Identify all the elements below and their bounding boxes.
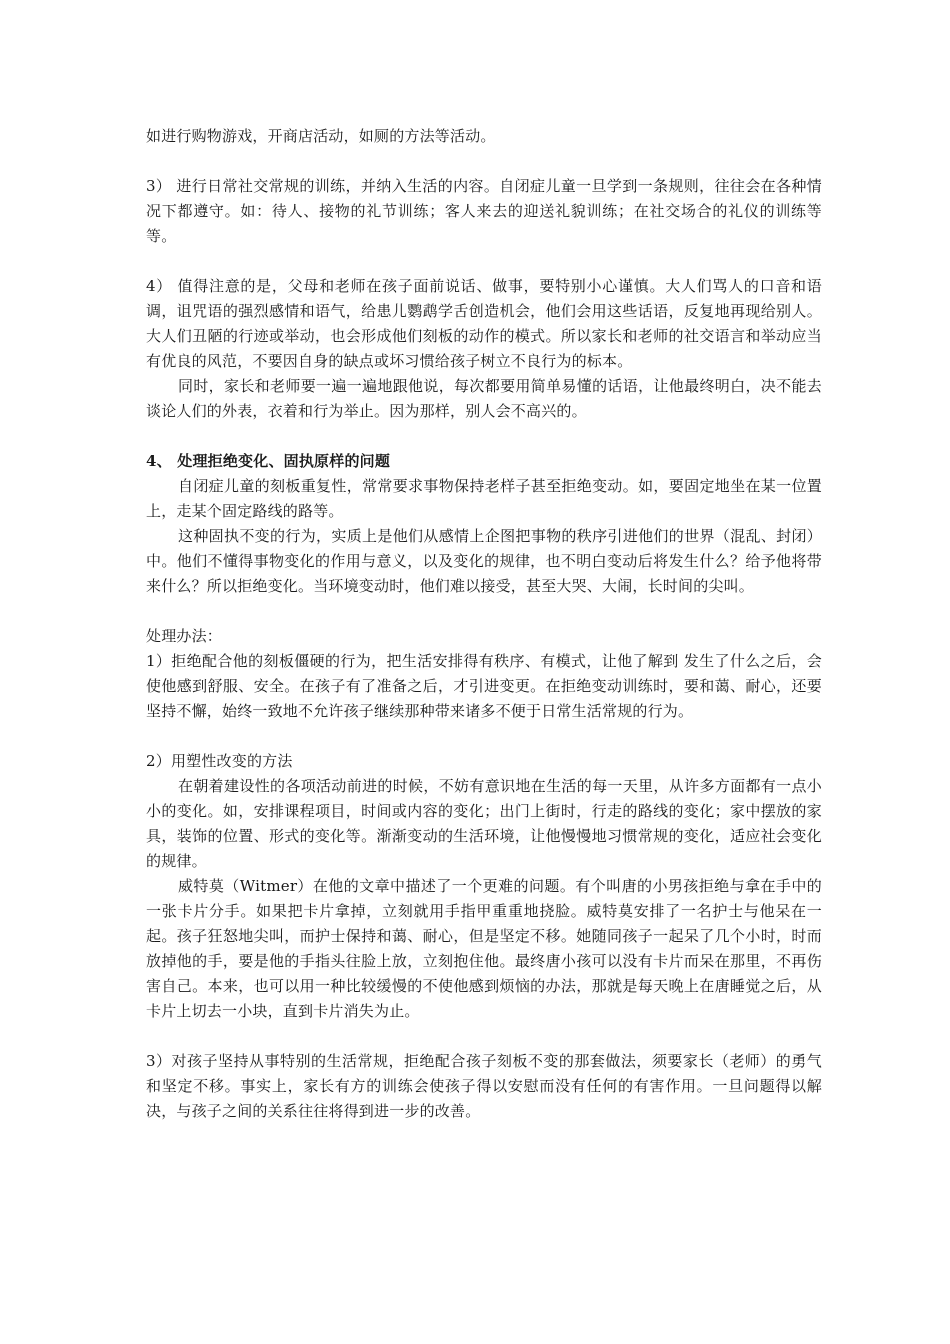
witmer-case: 威特莫（Witmer）在他的文章中描述了一个更难的问题。有个叫唐的小男孩拒绝与拿在手中的一张卡片分手。如果把卡片拿掉，立刻就用手指甲重重地挠脸。威特莫安排了一名护士与他呆在一起。孩子狂怒地尖叫，而护士保持和蔼、耐心，但是坚定不移。她随同孩子一起呆了几个小时，时而放掉他的手，要是他的手指头往脸上放，立刻抱住他。最终唐小孩可以没有卡片而呆在那里，不再伤害自己。本来，也可以用一种比较缓慢的不使他感到烦恼的办法，那就是每天晚上在唐睡觉之后，从卡片上切去一小块，直到卡片消失为止。 bbox=[146, 877, 822, 1020]
paragraph-item-3: 3） 进行日常社交常规的训练，并纳入生活的内容。自闭症儿童一旦学到一条规则，往往会在各种情况下都遵守。如：待人、接物的礼节训练；客人来去的迎送礼貌训练；在社交场合的礼仪的训练等等。 bbox=[146, 177, 822, 245]
method-2-title: 2）用塑性改变的方法 bbox=[146, 752, 293, 770]
paragraph-meanwhile: 同时，家长和老师要一遍一遍地跟他说，每次都要用简单易懂的话语，让他最终明白，决不能去谈论人们的外表，衣着和行为举止。因为那样，别人会不高兴的。 bbox=[146, 377, 822, 420]
method-2-body: 在朝着建设性的各项活动前进的时候，不妨有意识地在生活的每一天里，从许多方面都有一点小小的变化。如，安排课程项目，时间或内容的变化；出门上街时，行走的路线的变化；家中摆放的家具，装饰的位置、形式的变化等。渐渐变动的生活环境，让他慢慢地习惯常规的变化，适应社会变化的规律。 bbox=[146, 777, 822, 870]
paragraph-intro: 如进行购物游戏，开商店活动，如厕的方法等活动。 bbox=[146, 127, 496, 145]
paragraph-item-4: 4） 值得注意的是，父母和老师在孩子面前说话、做事，要特别小心谨慎。大人们骂人的口音和语调，诅咒语的强烈感情和语气，给患儿鹦鹉学舌创造机会，他们会用这些话语，反复地再现给别人。大人们丑陋的行迹或举动，也会形成他们刻板的动作的模式。所以家长和老师的社交语言和举动应当有优良的风范，不要因自身的缺点或坏习惯给孩子树立不良行为的标本。 bbox=[146, 277, 822, 370]
document-body bbox=[146, 124, 822, 1124]
paragraph-stubborn-behavior: 这种固执不变的行为，实质上是他们从感情上企图把事物的秩序引进他们的世界（混乱、封闭）中。他们不懂得事物变化的作用与意义，以及变化的规律，也不明白变动后将发生什么？给予他将带来什么？所以拒绝变化。当环境变动时，他们难以接受，甚至大哭、大闹，长时间的尖叫。 bbox=[146, 527, 822, 595]
methods-label: 处理办法： bbox=[146, 627, 223, 645]
section-heading: 4、 处理拒绝变化、固执原样的问题 bbox=[146, 452, 391, 470]
method-3: 3）对孩子坚持从事特别的生活常规，拒绝配合孩子刻板不变的那套做法，须要家长（老师）的勇气和坚定不移。事实上，家长有方的训练会使孩子得以安慰而没有任何的有害作用。一旦问题得以解决，与孩子之间的关系往往将得到进一步的改善。 bbox=[146, 1052, 822, 1120]
paragraph-rigidity: 自闭症儿童的刻板重复性，常常要求事物保持老样子甚至拒绝变动。如，要固定地坐在某一位置上，走某个固定路线的路等。 bbox=[146, 477, 822, 520]
method-1: 1）拒绝配合他的刻板僵硬的行为，把生活安排得有秩序、有模式，让他了解到 发生了什么之后，会使他感到舒服、安全。在孩子有了准备之后，才引进变更。在拒绝变动训练时，要和蔼、耐心，还要坚持不懈，始终一致地不允许孩子继续那种带来诸多不便于日常生活常规的行为。 bbox=[146, 652, 822, 720]
